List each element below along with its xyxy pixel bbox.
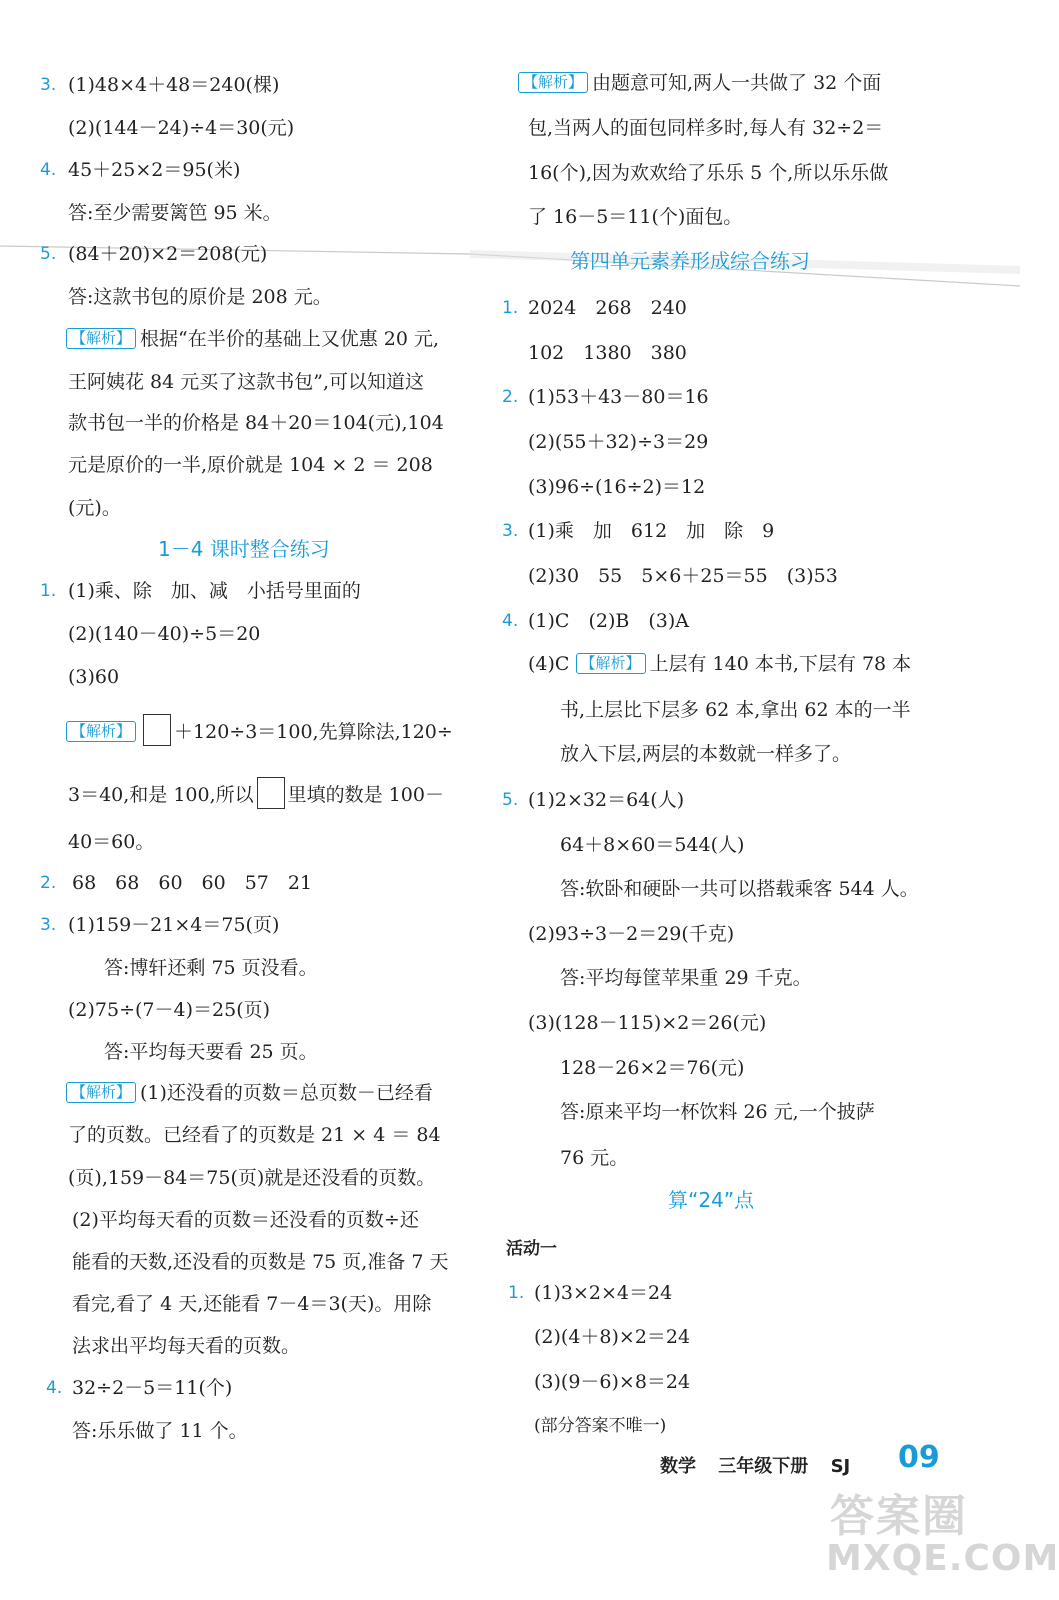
answer-line: (2)93÷3－2＝29(千克) bbox=[528, 923, 735, 945]
watermark-logo: 答案圈 MXQE.COM bbox=[826, 1491, 1059, 1579]
answer-line: (3)60 bbox=[68, 666, 120, 688]
analysis-tag: 【解析】 bbox=[518, 72, 588, 93]
answer-line: (1)48×4＋48＝240(棵) bbox=[68, 74, 280, 96]
analysis-line: 包,当两人的面包同样多时,每人有 32÷2＝ bbox=[528, 117, 884, 139]
answer-line: (2)30 55 5×6＋25＝55 (3)53 bbox=[528, 565, 838, 587]
answer-line: (1)2×32＝64(人) bbox=[528, 789, 685, 811]
analysis-line: 16(个),因为欢欢给了乐乐 5 个,所以乐乐做 bbox=[528, 162, 889, 184]
analysis-tag: 【解析】 bbox=[576, 653, 646, 674]
analysis-line: 3＝40,和是 100,所以 里填的数是 100－ bbox=[68, 777, 444, 809]
analysis-line: (元)。 bbox=[68, 497, 121, 519]
answer-line: 答:博轩还剩 75 页没看。 bbox=[104, 957, 318, 979]
question-number: 2. bbox=[40, 873, 57, 893]
answer-line: 128－26×2＝76(元) bbox=[560, 1057, 745, 1079]
answer-line: 76 元。 bbox=[560, 1147, 629, 1169]
answer-line: 68 68 60 60 57 21 bbox=[72, 872, 313, 894]
analysis-line: 款书包一半的价格是 84＋20＝104(元),104 bbox=[68, 412, 444, 434]
answer-line: 2024 268 240 bbox=[528, 297, 687, 319]
answer-line: 答:至少需要篱笆 95 米。 bbox=[68, 202, 282, 224]
answer-line: (2)(55＋32)÷3＝29 bbox=[528, 431, 709, 453]
footer-subject: 数学 bbox=[660, 1456, 696, 1477]
analysis-line: 【解析】 由题意可知,两人一共做了 32 个面 bbox=[518, 70, 881, 96]
analysis-tag: 【解析】 bbox=[66, 721, 136, 742]
question-number: 2. bbox=[502, 387, 519, 407]
question-number: 1. bbox=[40, 581, 57, 601]
answer-line: 答:平均每天要看 25 页。 bbox=[104, 1041, 318, 1063]
analysis-line: (页),159－84＝75(页)就是还没看的页数。 bbox=[68, 1167, 436, 1189]
analysis-line: 放入下层,两层的本数就一样多了。 bbox=[560, 743, 852, 765]
question-number: 4. bbox=[40, 160, 57, 180]
answer-line: 32÷2－5＝11(个) bbox=[72, 1377, 233, 1399]
analysis-line: 【解析】 ＋120÷3＝100,先算除法,120÷ bbox=[66, 714, 453, 746]
answer-line: (2)75÷(7－4)＝25(页) bbox=[68, 999, 271, 1021]
question-number: 3. bbox=[40, 75, 57, 95]
answer-line: 45＋25×2＝95(米) bbox=[68, 159, 241, 181]
page-number: 09 bbox=[898, 1440, 940, 1475]
analysis-line: 书,上层比下层多 62 本,拿出 62 本的一半 bbox=[560, 699, 911, 721]
answer-line: (1)乘、除 加、减 小括号里面的 bbox=[68, 580, 361, 602]
section-heading: 第四单元素养形成综合练习 bbox=[570, 249, 810, 273]
question-number: 4. bbox=[502, 611, 519, 631]
question-number: 3. bbox=[502, 521, 519, 541]
answer-line: 答:平均每筐苹果重 29 千克。 bbox=[560, 967, 812, 989]
section-heading: 1－4 课时整合练习 bbox=[158, 537, 330, 561]
analysis-line: 王阿姨花 84 元买了这款书包”,可以知道这 bbox=[68, 371, 425, 393]
section-heading: 算“24”点 bbox=[668, 1188, 755, 1212]
analysis-line: 能看的天数,还没看的页数是 75 页,准备 7 天 bbox=[72, 1251, 449, 1273]
blank-box bbox=[143, 714, 171, 746]
analysis-tag: 【解析】 bbox=[66, 328, 136, 349]
question-number: 1. bbox=[502, 298, 519, 318]
question-number: 5. bbox=[502, 790, 519, 810]
blank-box bbox=[257, 777, 285, 809]
analysis-line: 【解析】 (1)还没看的页数＝总页数－已经看 bbox=[66, 1080, 433, 1106]
analysis-line: 【解析】 根据“在半价的基础上又优惠 20 元, bbox=[66, 326, 439, 352]
analysis-line: 看完,看了 4 天,还能看 7－4＝3(天)。用除 bbox=[72, 1293, 432, 1315]
activity-label: 活动一 bbox=[506, 1239, 557, 1259]
answer-line: (2)(140－40)÷5＝20 bbox=[68, 623, 261, 645]
answer-line: (1)乘 加 612 加 除 9 bbox=[528, 520, 775, 542]
analysis-line: (2)平均每天看的页数＝还没看的页数÷还 bbox=[72, 1209, 419, 1231]
answer-line: (2)(144－24)÷4＝30(元) bbox=[68, 117, 295, 139]
answer-line: (1)53＋43－80＝16 bbox=[528, 386, 709, 408]
question-number: 1. bbox=[508, 1283, 525, 1303]
answer-line: 答:乐乐做了 11 个。 bbox=[72, 1420, 248, 1442]
footer-grade: 三年级下册 bbox=[718, 1456, 809, 1477]
analysis-tag: 【解析】 bbox=[66, 1082, 136, 1103]
analysis-line: (4)C 【解析】 上层有 140 本书,下层有 78 本 bbox=[528, 653, 912, 675]
answer-line: (1)C (2)B (3)A bbox=[528, 610, 689, 632]
answer-line: (3)(128－115)×2＝26(元) bbox=[528, 1012, 767, 1034]
note-line: (部分答案不唯一) bbox=[534, 1416, 667, 1436]
analysis-line: 了的页数。已经看了的页数是 21 × 4 ＝ 84 bbox=[68, 1124, 441, 1146]
answer-line: (2)(4＋8)×2＝24 bbox=[534, 1326, 691, 1348]
answer-line: 答:软卧和硬卧一共可以搭载乘客 544 人。 bbox=[560, 878, 919, 900]
question-number: 4. bbox=[46, 1378, 63, 1398]
answer-line: (1)3×2×4＝24 bbox=[534, 1282, 673, 1304]
answer-line: 102 1380 380 bbox=[528, 342, 687, 364]
analysis-line: 法求出平均每天看的页数。 bbox=[72, 1335, 301, 1357]
answer-line: (1)159－21×4＝75(页) bbox=[68, 914, 280, 936]
answer-line: 答:原来平均一杯饮料 26 元,一个披萨 bbox=[560, 1101, 875, 1123]
analysis-line: 元是原价的一半,原价就是 104 × 2 ＝ 208 bbox=[68, 454, 433, 476]
answer-line: (3)(9－6)×8＝24 bbox=[534, 1371, 691, 1393]
question-number: 3. bbox=[40, 915, 57, 935]
answer-line: (84＋20)×2＝208(元) bbox=[68, 243, 268, 265]
page-footer bbox=[660, 1452, 866, 1478]
analysis-line: 了 16－5＝11(个)面包。 bbox=[528, 206, 743, 228]
question-number: 5. bbox=[40, 244, 57, 264]
analysis-line: 40＝60。 bbox=[68, 831, 155, 853]
answer-line: (3)96÷(16÷2)＝12 bbox=[528, 476, 706, 498]
answer-line: 答:这款书包的原价是 208 元。 bbox=[68, 286, 332, 308]
footer-edition: SJ bbox=[830, 1456, 851, 1477]
answer-line: 64＋8×60＝544(人) bbox=[560, 834, 745, 856]
